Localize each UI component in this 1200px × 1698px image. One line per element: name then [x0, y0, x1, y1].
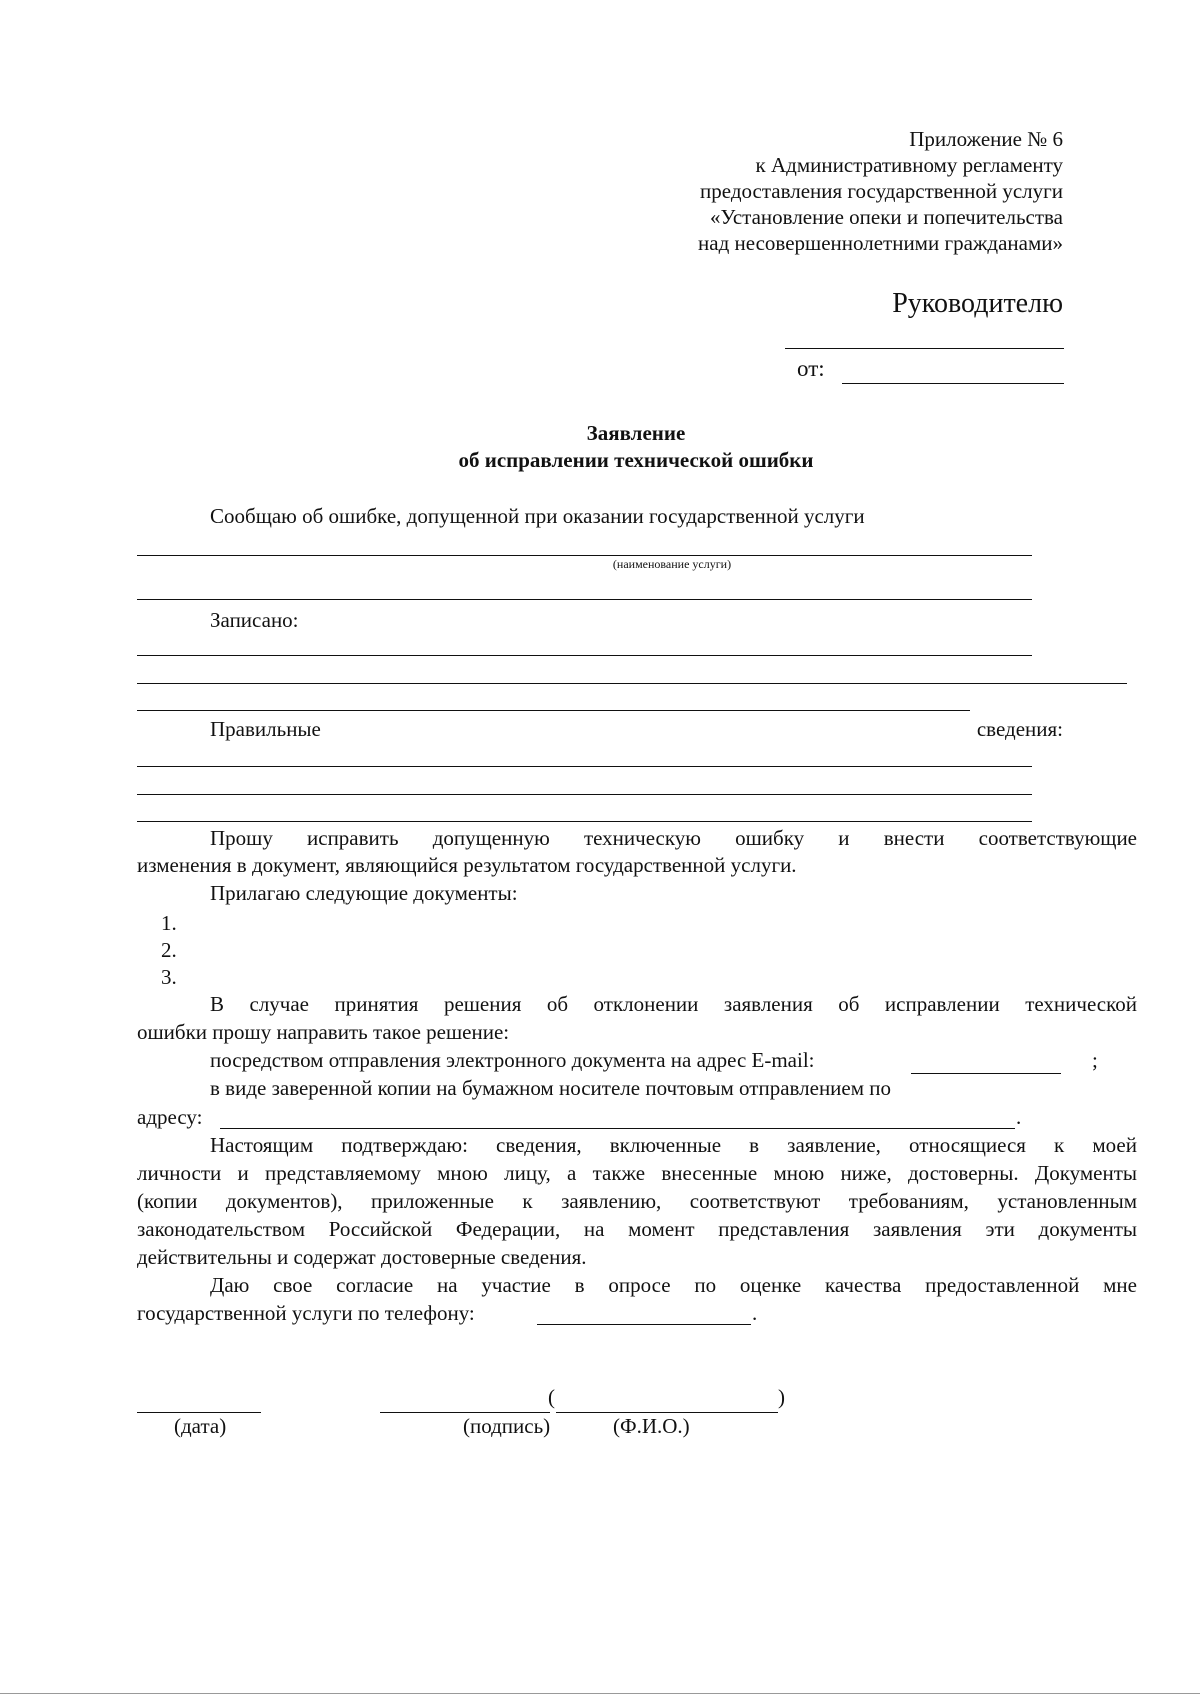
consent-line-1: Даю свое согласие на участие в опросе по оценке качества предоставленной мне — [210, 1273, 1137, 1297]
correct-line-1[interactable] — [137, 766, 1032, 767]
date-caption: (дата) — [174, 1414, 227, 1438]
page-bottom-edge — [0, 1693, 1200, 1694]
written-line-3[interactable] — [137, 710, 970, 711]
request-line-2: изменения в документ, являющийся результатом государственной услуги. — [137, 853, 797, 877]
confirm-line-5: действительны и содержат достоверные сведения. — [137, 1245, 587, 1269]
post-option-text: в виде заверенной копии на бумажном носителе почтовым отправлением по — [210, 1076, 892, 1100]
addressee-name-line[interactable] — [785, 348, 1064, 349]
appendix-number: Приложение № 6 — [909, 127, 1063, 151]
address-line-end: . — [1016, 1105, 1022, 1129]
appendix-line-2: предоставления государственной услуги — [700, 179, 1063, 203]
address-label: адресу: — [137, 1105, 203, 1129]
email-option-text: посредством отправления электронного документа на адрес E-mail: — [210, 1048, 815, 1072]
request-line-1: Прошу исправить допущенную техническую ошибку и внести соответствующие — [210, 826, 1137, 850]
document-title: Заявление — [586, 421, 686, 445]
addressee-from-label: от: — [797, 356, 825, 381]
correct-label: Правильные — [210, 717, 321, 741]
written-label: Записано: — [210, 608, 299, 632]
fio-caption: (Ф.И.О.) — [613, 1414, 690, 1438]
written-line-1[interactable] — [137, 655, 1032, 656]
consent-line-2: государственной услуги по телефону: — [137, 1301, 475, 1325]
address-field-line[interactable] — [220, 1128, 1015, 1129]
rejection-line-2: ошибки прошу направить такое решение: — [137, 1020, 510, 1044]
document-subtitle: об исправлении технической ошибки — [458, 448, 814, 472]
appendix-line-3: «Установление опеки и попечительства — [710, 205, 1063, 229]
confirm-line-4: законодательством Российской Федерации, на момент представления заявления эти документы — [137, 1217, 1137, 1241]
service-name-line-2[interactable] — [137, 599, 1032, 600]
attachment-item-2: 2. — [161, 938, 177, 962]
service-name-line[interactable] — [137, 555, 1032, 556]
email-field-line[interactable] — [911, 1073, 1061, 1074]
fio-open-paren: ( — [548, 1385, 555, 1409]
attachments-label: Прилагаю следующие документы: — [210, 881, 518, 905]
report-text: Сообщаю об ошибке, допущенной при оказании государственной услуги — [210, 504, 865, 528]
fio-close-paren: ) — [778, 1385, 785, 1409]
addressee-from-line[interactable] — [842, 383, 1064, 384]
phone-field-line[interactable] — [537, 1324, 751, 1325]
attachment-item-3: 3. — [161, 965, 177, 989]
addressee-to: Руководителю — [892, 288, 1063, 319]
confirm-line-3: (копии документов), приложенные к заявлению, соответствуют требованиям, установленным — [137, 1189, 1137, 1213]
appendix-line-4: над несовершеннолетними гражданами» — [698, 231, 1063, 255]
consent-line-end: . — [752, 1301, 758, 1325]
written-line-2[interactable] — [137, 683, 1127, 684]
correct-line-2[interactable] — [137, 794, 1032, 795]
correct-label-end: сведения: — [976, 717, 1063, 741]
rejection-line-1: В случае принятия решения об отклонении заявления об исправлении технической — [210, 992, 1137, 1016]
email-line-end: ; — [1092, 1048, 1098, 1072]
confirm-line-1: Настоящим подтверждаю: сведения, включенные в заявление, относящиеся к моей — [210, 1133, 1137, 1157]
signature-caption: (подпись) — [463, 1414, 551, 1438]
correct-line-3[interactable] — [137, 821, 1032, 822]
attachment-item-1: 1. — [161, 911, 177, 935]
appendix-line-1: к Административному регламенту — [755, 153, 1063, 177]
confirm-line-2: личности и представляемому мною лицу, а также внесенные мною ниже, достоверны. Документы — [137, 1161, 1137, 1185]
service-name-caption: (наименование услуги) — [612, 557, 732, 571]
